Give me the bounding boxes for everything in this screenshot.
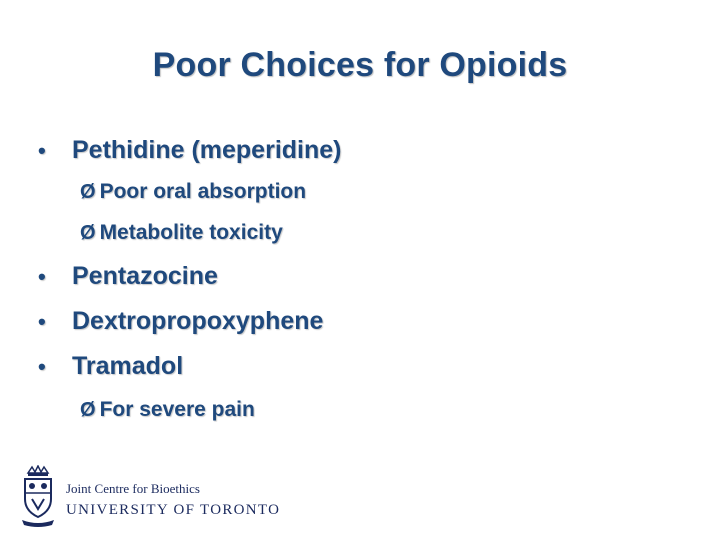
bullet-text: Dextropropoxyphene	[72, 307, 324, 335]
sub-bullet-item	[80, 398, 255, 422]
arrow-bullet-icon: Ø	[80, 180, 96, 203]
bullet-dot: •	[38, 137, 46, 163]
sub-bullet-item	[80, 221, 283, 245]
bullet-item	[38, 136, 341, 165]
bullet-text: Pethidine (meperidine)	[72, 136, 342, 164]
sub-bullet-text: Poor oral absorption	[99, 180, 307, 203]
bullet-item	[38, 262, 218, 291]
arrow-bullet-icon: Ø	[80, 221, 96, 244]
logo-university-name: UNIVERSITY OF TORONTO	[66, 502, 281, 518]
bullet-dot: •	[38, 353, 46, 379]
bullet-text: Tramadol	[72, 352, 184, 380]
bullet-item	[38, 307, 323, 336]
bullet-item	[38, 352, 183, 381]
arrow-bullet-icon: Ø	[80, 398, 96, 421]
bullet-dot: •	[38, 263, 46, 289]
university-crest-icon	[18, 465, 58, 527]
sub-bullet-item	[80, 180, 306, 204]
bullet-text: Pentazocine	[72, 262, 218, 290]
sub-bullet-text: Metabolite toxicity	[99, 221, 283, 244]
slide-title: Poor Choices for Opioids	[152, 46, 568, 84]
university-logo	[14, 465, 304, 527]
bullet-dot: •	[38, 308, 46, 334]
logo-department-name: Joint Centre for Bioethics	[66, 481, 200, 496]
sub-bullet-text: For severe pain	[99, 398, 255, 421]
